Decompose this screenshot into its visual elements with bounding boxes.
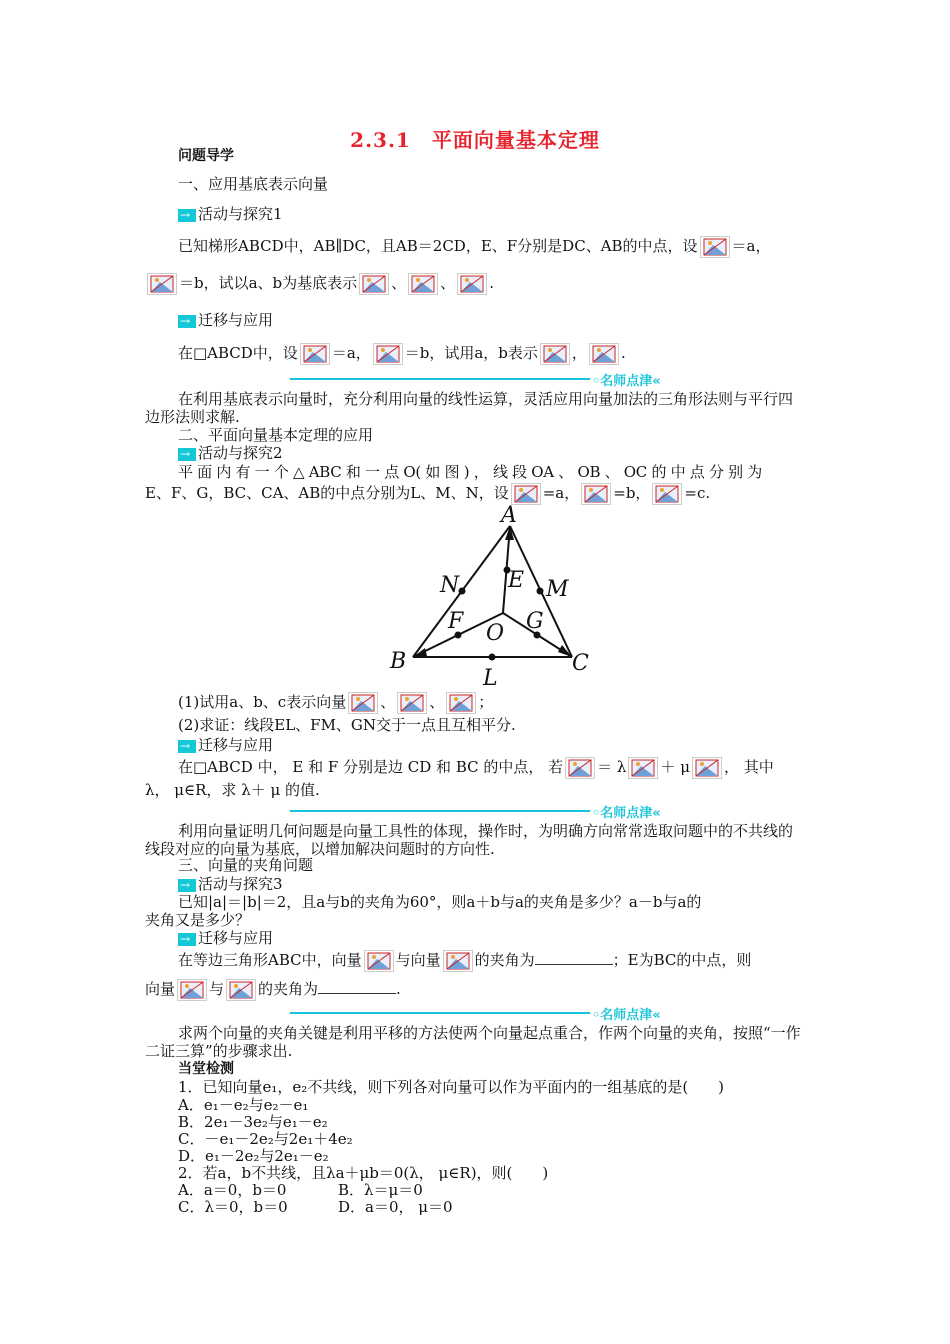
transfer-label: 迁移与应用 [198,929,274,947]
arrow-tag-icon [178,879,196,892]
check-heading: 当堂检测 [178,1061,234,1077]
vector-image-icon [226,979,256,1001]
transfer-label: 迁移与应用 [198,311,274,329]
transfer-text: ＝b，试用a，b表示 [404,344,538,362]
vector-image-icon [700,236,730,258]
tips-divider [290,378,590,380]
tips-divider [290,810,590,812]
part2-transfer [178,736,273,754]
tips-stamp: ◦名师点津« [592,374,661,389]
vector-image-icon [348,692,378,714]
vector-image-icon [147,273,177,295]
problem-text: =b， [613,484,651,502]
part3-heading: 三、向量的夹角问题 [178,856,314,874]
period: . [489,274,494,292]
transfer-text: 的夹角为 [258,980,319,998]
part1-heading: 一、应用基底表示向量 [178,175,329,193]
part2-transfer-line2: λ， μ∈R，求 λ＋ μ 的值. [145,781,320,799]
check-q1: 1．已知向量e₁，e₂不共线，则下列各对向量可以作为平面内的一组基底的是( ) [178,1078,725,1096]
point-m [537,588,544,595]
transfer-text: ；E为BC的中点，则 [612,951,752,969]
check-q2: 2．若a，b不共线，且λa＋μb＝0(λ， μ∈R)，则( ) [178,1164,549,1182]
part2-heading: 二、平面向量基本定理的应用 [178,426,374,444]
part1-problem-line2 [145,273,494,295]
problem-text: ＝b，试以a、b为基底表示 [179,274,358,292]
tips-stamp: ◦名师点津« [592,1008,661,1023]
transfer-text: 向量 [145,980,176,998]
vector-image-icon [364,950,394,972]
transfer-text: 与 [209,980,225,998]
separator: ； [478,693,494,711]
transfer-text: ， 其中 [723,758,774,776]
transfer-text: 的夹角为 [474,951,535,969]
problem-text: E、F、G，BC、CA、AB的中点分别为L、M、N，设 [145,484,509,502]
transfer-text: ＋ μ [660,758,690,776]
transfer-text: 在□ABCD中，设 [178,344,298,362]
separator: 、 [391,274,407,292]
separator: 、 [440,274,456,292]
check-q2-option-c: C．λ＝0，b＝0 [178,1198,288,1216]
arrow-tag-icon [178,933,196,946]
transfer-text: 在□ABCD 中， E 和 F 分别是边 CD 和 BC 的中点， 若 [178,758,564,776]
point-l [489,654,496,661]
part2-q1 [178,692,493,714]
separator: 、 [429,693,445,711]
problem-text: 已知梯形ABCD中，AB∥DC，且AB＝2CD，E、F分别是DC、AB的中点，设 [178,237,698,255]
part2-tips: 利用向量证明几何问题是向量工具性的体现，操作时，为明确方向常常选取问题中的不共线的线段对应的向量为基底，以增加解决问题时的方向性. [145,822,794,858]
transfer-text: ＝ λ [597,758,627,776]
arrow-tag-icon [178,448,196,461]
label-m: M [546,577,569,602]
separator: 、 [380,693,396,711]
part1-transfer-text [178,343,626,365]
vector-image-icon [692,757,722,779]
part1-activity [178,205,283,223]
check-q1-option-c: C．－e₁－2e₂与2e₁＋4e₂ [178,1130,353,1148]
arrow-tag-icon [178,315,196,328]
label-b: B [390,649,407,674]
activity-label: 活动与探究3 [198,875,283,893]
part3-line1: 已知|a|＝|b|＝2，且a与b的夹角为60°，则a＋b与a的夹角是多少？a－b与a的 [178,893,702,911]
section-guide: 问题导学 [178,148,234,164]
vector-image-icon [408,273,438,295]
label-c: C [572,651,589,676]
vector-image-icon [589,343,619,365]
part2-q2: (2)求证：线段EL、FM、GN交于一点且互相平分. [178,716,516,734]
vector-image-icon [443,950,473,972]
arrow-tag-icon [178,209,196,222]
label-n: N [440,573,460,598]
part3-line2: 夹角又是多少？ [145,911,251,929]
transfer-text: 与向量 [395,951,441,969]
problem-text: =a， [542,484,580,502]
point-n [459,588,466,595]
part3-tips: 求两个向量的夹角关键是利用平移的方法使两个向量起点重合，作两个向量的夹角，按照“一作二证三算”的步骤求出. [145,1024,801,1060]
label-o: O [486,621,505,646]
page-title: 2.3.1 平面向量基本定理 [350,128,600,152]
part3-activity [178,875,283,893]
vector-image-icon [457,273,487,295]
separator: ， [571,344,587,362]
arrow-tag-icon [178,740,196,753]
part2-activity [178,444,283,462]
label-e: E [508,568,525,593]
activity-label: 活动与探究2 [198,444,283,462]
part3-transfer-line1 [178,950,751,972]
part2-line1: 平 面 内 有 一 个 △ ABC 和 一 点 O( 如 图 ) ， 线 段 OA 、 OB 、 OC 的 中 点 分 别 为 [178,463,762,481]
vector-image-icon [397,692,427,714]
check-q1-option-a: A．e₁－e₂与e₂－e₁ [178,1096,309,1114]
vector-image-icon [446,692,476,714]
part1-tips: 在利用基底表示向量时，充分利用向量的线性运算，灵活应用向量加法的三角形法则与平行四边形法则求解. [145,390,794,426]
vector-image-icon [359,273,389,295]
part1-problem-line1 [178,236,771,258]
vector-image-icon [652,483,682,505]
part2-transfer-line1 [178,757,774,779]
vector-image-icon [628,757,658,779]
label-g: G [526,609,544,634]
part3-transfer [178,929,273,947]
vector-image-icon [373,343,403,365]
label-f: F [448,609,464,634]
part3-transfer-line2 [145,979,401,1001]
period: . [396,980,401,998]
label-a: A [501,503,517,528]
transfer-text: ＝a， [331,344,371,362]
problem-text: ＝a， [731,237,771,255]
transfer-text: 在等边三角形ABC中，向量 [178,951,362,969]
part1-transfer [178,311,273,329]
vector-image-icon [177,979,207,1001]
answer-blank[interactable] [535,950,613,965]
answer-blank[interactable] [318,979,396,994]
transfer-label: 迁移与应用 [198,736,274,754]
check-q2-option-d: D．a＝0， μ＝0 [338,1198,453,1216]
vector-image-icon [565,757,595,779]
check-q2-option-b: B．λ＝μ＝0 [338,1181,423,1199]
label-l: L [483,666,498,690]
triangle-figure [380,500,600,690]
period: . [620,344,626,362]
check-q1-option-d: D．e₁－2e₂与2e₁－e₂ [178,1147,329,1165]
tips-divider [290,1012,590,1014]
problem-text: =c. [684,484,711,502]
vector-image-icon [540,343,570,365]
tips-stamp: ◦名师点津« [592,806,661,821]
check-q2-option-a: A．a＝0，b＝0 [178,1181,287,1199]
question-text: (1)试用a、b、c表示向量 [178,693,347,711]
activity-label: 活动与探究1 [198,205,283,223]
vector-image-icon [300,343,330,365]
check-q1-option-b: B．2e₁－3e₂与e₁－e₂ [178,1113,328,1131]
